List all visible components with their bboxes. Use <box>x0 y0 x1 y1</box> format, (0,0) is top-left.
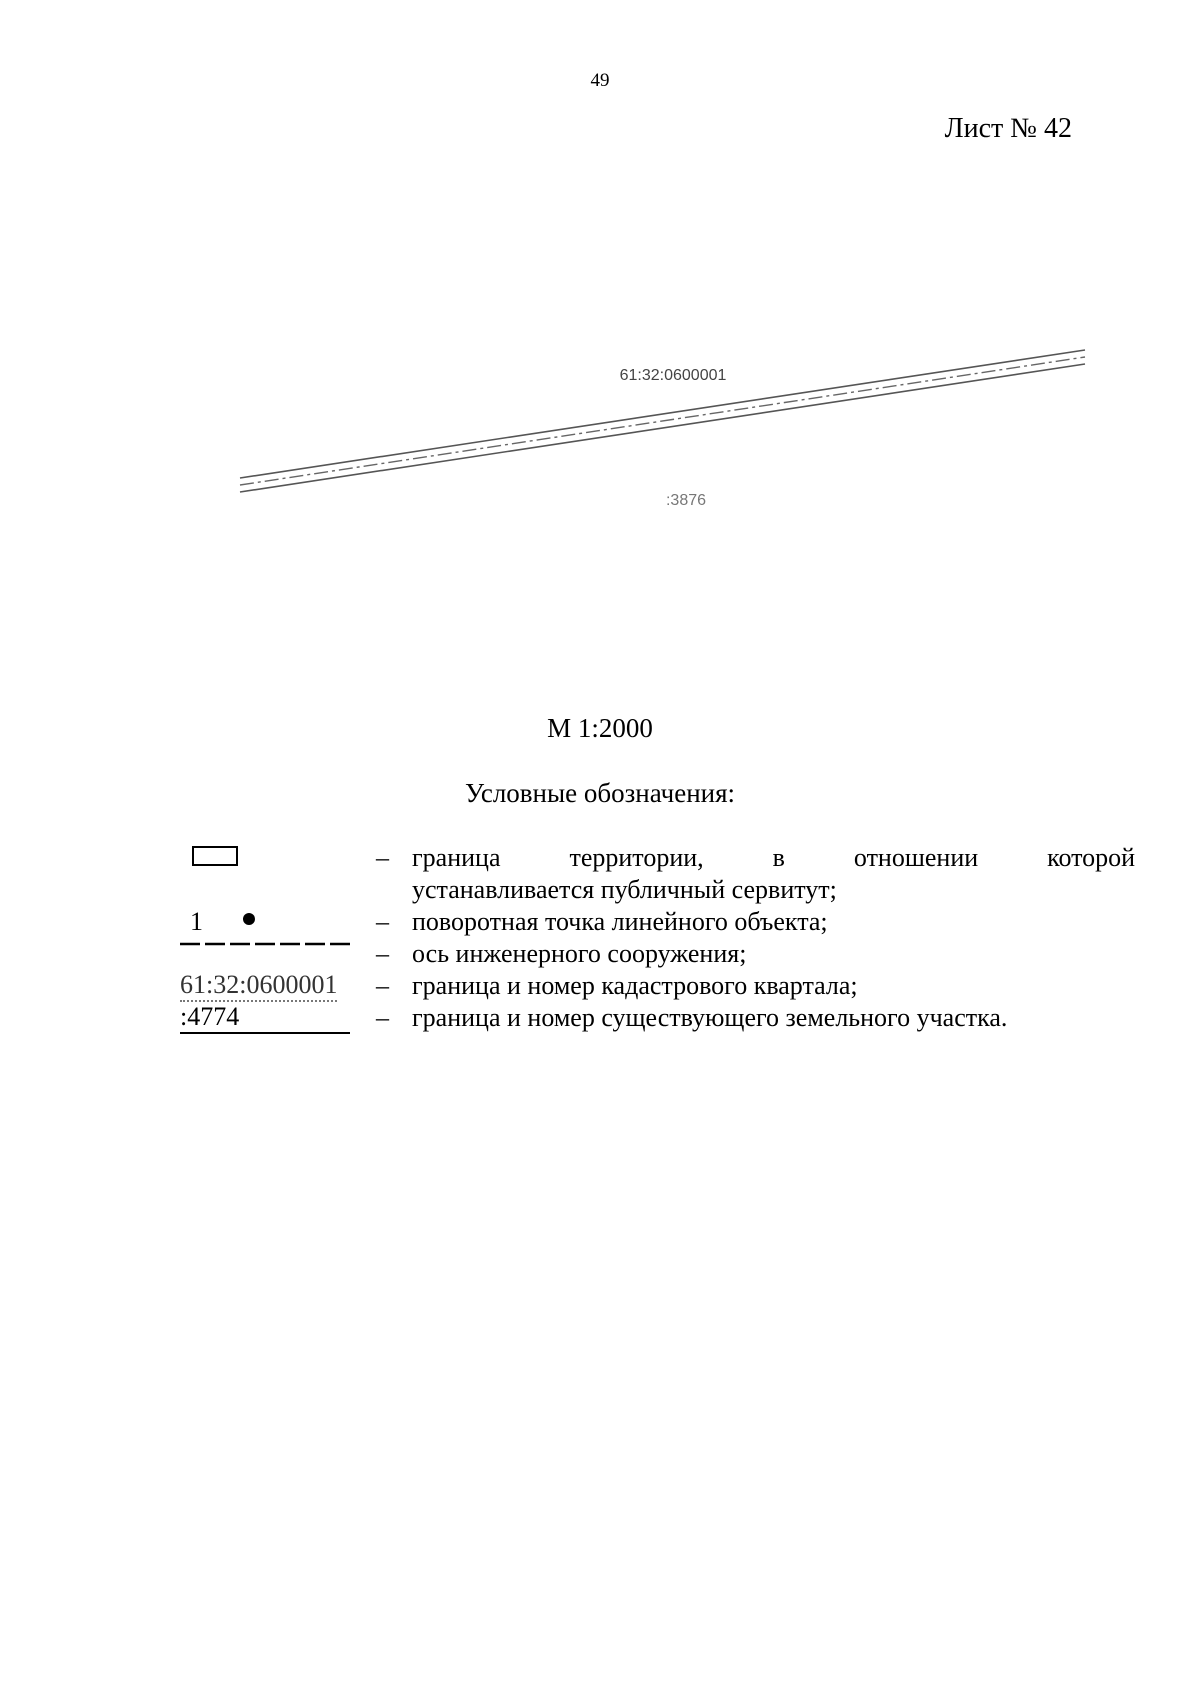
legend-item-servitude-boundary <box>180 842 1135 906</box>
word: отношении <box>853 843 979 872</box>
map-area <box>0 330 1200 530</box>
legend-symbol-cell <box>180 842 376 906</box>
legend-symbol-cell <box>180 970 376 1002</box>
legend <box>180 842 1135 1034</box>
legend-text-line-2: устанавливается публичный сервитут; <box>412 875 837 904</box>
sheet-number: Лист № 42 <box>944 113 1072 144</box>
legend-item-cadastral-quarter <box>180 970 1135 1002</box>
legend-dash: – <box>376 843 389 872</box>
legend-text: граница и номер существующего земельного участка. <box>412 1003 1008 1032</box>
cadastral-quarter-sample: 61:32:0600001 <box>180 970 337 1002</box>
point-number-label: 1 <box>190 907 203 936</box>
word: граница <box>412 843 501 872</box>
legend-text-line-1 <box>412 842 1135 874</box>
legend-dash: – <box>376 971 389 1000</box>
legend-item-turning-point <box>180 906 1135 938</box>
word: которой <box>1047 843 1136 872</box>
legend-text: поворотная точка линейного объекта; <box>412 907 828 936</box>
dashed-axis-line-icon <box>180 942 355 950</box>
word: в <box>772 843 785 872</box>
legend-dash: – <box>376 939 389 968</box>
land-parcel-sample: :4774 <box>180 1002 350 1034</box>
map-quarter-label: 61:32:0600001 <box>619 367 727 384</box>
legend-text: ось инженерного сооружения; <box>412 939 747 968</box>
legend-item-engineering-axis <box>180 938 1135 970</box>
map-drawing <box>0 330 1200 530</box>
point-dot-icon <box>243 913 255 925</box>
legend-symbol-cell <box>180 1002 376 1034</box>
legend-text: граница и номер кадастрового квартала; <box>412 971 858 1000</box>
legend-symbol-cell <box>180 938 376 970</box>
legend-dash: – <box>376 1003 389 1032</box>
legend-title: Условные обозначения: <box>464 778 736 808</box>
legend-item-land-parcel <box>180 1002 1135 1034</box>
rectangle-outline-icon <box>192 846 238 866</box>
page-number: 49 <box>590 70 610 91</box>
word: территории, <box>569 843 704 872</box>
map-parcel-label: :3876 <box>665 492 707 509</box>
legend-text <box>412 842 1135 906</box>
map-scale: М 1:2000 <box>547 713 653 743</box>
legend-symbol-cell <box>180 906 376 938</box>
legend-dash: – <box>376 907 389 936</box>
